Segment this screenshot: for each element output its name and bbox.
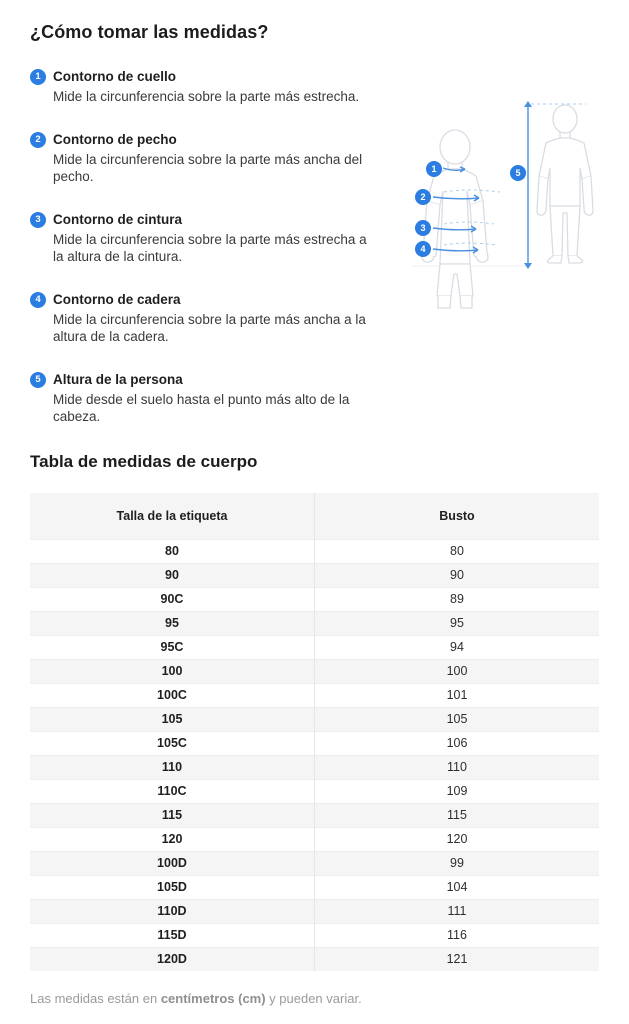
- table-row: [30, 707, 599, 731]
- cell-talla: 95C: [30, 635, 315, 659]
- page-title: ¿Cómo tomar las medidas?: [30, 22, 269, 42]
- table-row: [30, 779, 599, 803]
- figure-badge-4-label: 4: [420, 244, 426, 255]
- column-header-busto: Busto: [315, 493, 600, 539]
- cell-talla: 115D: [30, 923, 315, 947]
- measure-item-height: [30, 372, 390, 425]
- cell-talla: 95: [30, 611, 315, 635]
- cell-busto: 105: [315, 707, 600, 731]
- cell-busto: 116: [315, 923, 600, 947]
- cell-busto: 120: [315, 827, 600, 851]
- cell-busto: 121: [315, 947, 600, 971]
- cell-talla: 120D: [30, 947, 315, 971]
- cell-talla: 100: [30, 659, 315, 683]
- measure-title: Contorno de pecho: [53, 132, 177, 147]
- step-4-badge: 4: [30, 292, 46, 308]
- measure-item-neck: [30, 69, 390, 105]
- measurement-illustration: [410, 88, 629, 328]
- cell-talla: 110: [30, 755, 315, 779]
- size-table-body: [30, 539, 599, 971]
- step-5-badge: 5: [30, 372, 46, 388]
- measure-item-chest: [30, 132, 390, 185]
- measure-item-waist: [30, 212, 390, 265]
- footnote-prefix: Las medidas están en: [30, 991, 161, 1006]
- measure-description: Mide la circunferencia sobre la parte más ancha a la altura de la cadera.: [53, 312, 366, 344]
- table-row: [30, 659, 599, 683]
- measure-description: Mide la circunferencia sobre la parte más ancha del pecho.: [53, 152, 363, 184]
- figure-badge-1-label: 1: [431, 164, 437, 175]
- cell-busto: 104: [315, 875, 600, 899]
- figures-diagram: [410, 88, 629, 328]
- table-row: [30, 635, 599, 659]
- step-1-badge: 1: [30, 69, 46, 85]
- measure-title: Contorno de cuello: [53, 69, 176, 84]
- measure-title: Altura de la persona: [53, 372, 183, 387]
- cell-talla: 110D: [30, 899, 315, 923]
- table-row: [30, 803, 599, 827]
- cell-busto: 115: [315, 803, 600, 827]
- figure-badge-5-label: 5: [515, 168, 521, 179]
- table-row: [30, 683, 599, 707]
- table-header-row: [30, 493, 599, 539]
- table-row: [30, 539, 599, 563]
- cell-busto: 101: [315, 683, 600, 707]
- cell-talla: 90: [30, 563, 315, 587]
- front-figure: [422, 130, 488, 308]
- cell-talla: 115: [30, 803, 315, 827]
- measure-item-hip: [30, 292, 390, 345]
- cell-busto: 110: [315, 755, 600, 779]
- table-row: [30, 875, 599, 899]
- measure-description: Mide la circunferencia sobre la parte más estrecha.: [53, 89, 360, 104]
- body-size-table: [30, 493, 599, 971]
- measure-description: Mide desde el suelo hasta el punto más alto de la cabeza.: [53, 392, 350, 424]
- cell-busto: 106: [315, 731, 600, 755]
- cell-busto: 99: [315, 851, 600, 875]
- units-footnote: [30, 991, 599, 1006]
- table-row: [30, 563, 599, 587]
- cell-busto: 95: [315, 611, 600, 635]
- height-figure: [537, 105, 593, 263]
- cell-busto: 100: [315, 659, 600, 683]
- cell-talla: 80: [30, 539, 315, 563]
- step-2-badge: 2: [30, 132, 46, 148]
- table-row: [30, 923, 599, 947]
- cell-busto: 89: [315, 587, 600, 611]
- table-row: [30, 731, 599, 755]
- size-table-title: Tabla de medidas de cuerpo: [30, 452, 258, 471]
- table-row: [30, 851, 599, 875]
- cell-busto: 94: [315, 635, 600, 659]
- cell-busto: 109: [315, 779, 600, 803]
- measure-description: Mide la circunferencia sobre la parte más estrecha a la altura de la cintura.: [53, 232, 367, 264]
- measure-title: Contorno de cintura: [53, 212, 182, 227]
- cell-talla: 90C: [30, 587, 315, 611]
- cell-busto: 80: [315, 539, 600, 563]
- cell-talla: 100C: [30, 683, 315, 707]
- cell-busto: 90: [315, 563, 600, 587]
- cell-talla: 105D: [30, 875, 315, 899]
- table-row: [30, 755, 599, 779]
- footnote-units: centímetros (cm): [160, 991, 266, 1006]
- table-row: [30, 827, 599, 851]
- cell-busto: 111: [315, 899, 600, 923]
- figure-badge-3-label: 3: [420, 223, 426, 234]
- column-header-talla: Talla de la etiqueta: [30, 493, 315, 539]
- cell-talla: 105: [30, 707, 315, 731]
- footnote-suffix: y pueden variar.: [265, 991, 362, 1006]
- measure-title: Contorno de cadera: [53, 292, 181, 307]
- cell-talla: 120: [30, 827, 315, 851]
- table-row: [30, 899, 599, 923]
- table-row: [30, 611, 599, 635]
- cell-talla: 100D: [30, 851, 315, 875]
- step-3-badge: 3: [30, 212, 46, 228]
- table-row: [30, 587, 599, 611]
- cell-talla: 110C: [30, 779, 315, 803]
- figure-badge-2-label: 2: [420, 192, 426, 203]
- table-row: [30, 947, 599, 971]
- cell-talla: 105C: [30, 731, 315, 755]
